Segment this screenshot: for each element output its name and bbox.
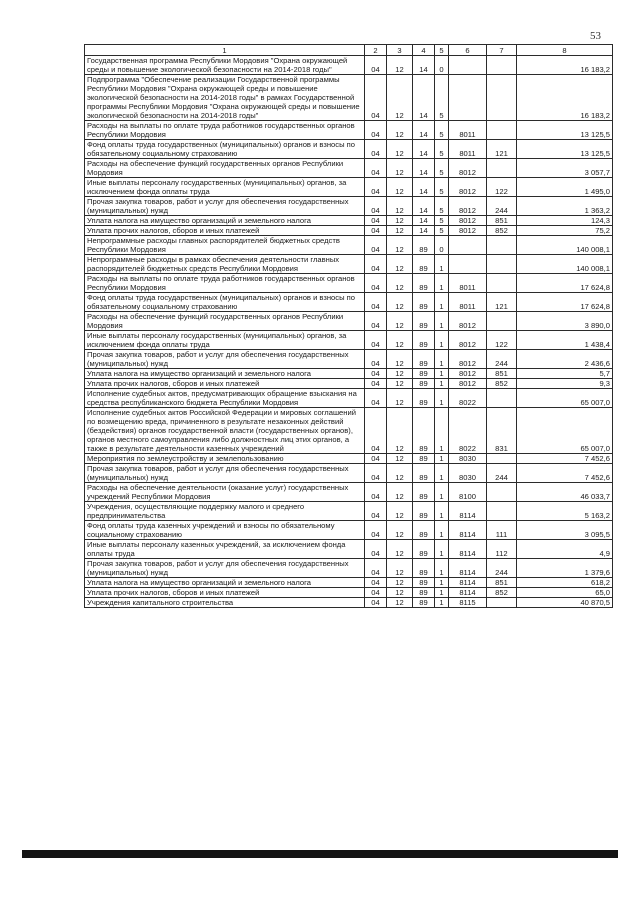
code-cell: 1 [435, 598, 449, 608]
amount-cell: 3 057,7 [517, 159, 613, 178]
code-cell: 04 [365, 274, 387, 293]
code-cell: 04 [365, 464, 387, 483]
code-cell: 8030 [449, 464, 487, 483]
table-row [85, 350, 613, 369]
code-cell: 14 [413, 75, 435, 121]
code-cell: 8012 [449, 197, 487, 216]
code-cell: 04 [365, 331, 387, 350]
table-row [85, 255, 613, 274]
table-row [85, 331, 613, 350]
code-cell: 0 [435, 236, 449, 255]
table-row [85, 578, 613, 588]
code-cell: 89 [413, 312, 435, 331]
code-cell: 12 [387, 350, 413, 369]
expense-name-cell: Мероприятия по землеустройству и землепользованию [85, 454, 365, 464]
code-cell: 1 [435, 379, 449, 389]
code-cell: 112 [487, 540, 517, 559]
code-cell: 852 [487, 379, 517, 389]
code-cell: 12 [387, 408, 413, 454]
amount-cell: 618,2 [517, 578, 613, 588]
code-cell: 1 [435, 293, 449, 312]
expense-name-cell: Прочая закупка товаров, работ и услуг для обеспечения государственных (муниципальных) нужд [85, 559, 365, 578]
code-cell: 12 [387, 588, 413, 598]
code-cell: 8030 [449, 454, 487, 464]
code-cell: 8114 [449, 559, 487, 578]
code-cell: 852 [487, 226, 517, 236]
code-cell: 122 [487, 331, 517, 350]
code-cell [487, 159, 517, 178]
expense-name-cell: Фонд оплаты труда государственных (муниципальных) органов и взносы по обязательному социальному страхованию [85, 293, 365, 312]
code-cell: 04 [365, 121, 387, 140]
code-cell: 04 [365, 56, 387, 75]
code-cell: 12 [387, 121, 413, 140]
expense-name-cell: Исполнение судебных актов Российской Федерации и мировых соглашений по возмещению вреда, причиненного в результате незаконных действий (бездействия) органов государственной власти (государственных органов), органов местного самоуправления либо должностных лиц этих органов, а также в результате деятельности казенных учреждений [85, 408, 365, 454]
expense-name-cell: Расходы на выплаты по оплате труда работников государственных органов Республики Мордовия [85, 274, 365, 293]
table-row [85, 464, 613, 483]
code-cell: 5 [435, 75, 449, 121]
amount-cell: 65 007,0 [517, 389, 613, 408]
code-cell: 244 [487, 559, 517, 578]
code-cell: 89 [413, 464, 435, 483]
code-cell: 04 [365, 178, 387, 197]
table-body [85, 56, 613, 608]
amount-cell: 7 452,6 [517, 464, 613, 483]
amount-cell: 16 183,2 [517, 56, 613, 75]
code-cell: 8011 [449, 274, 487, 293]
amount-cell: 9,3 [517, 379, 613, 389]
amount-cell: 140 008,1 [517, 255, 613, 274]
code-cell: 89 [413, 369, 435, 379]
expense-name-cell: Подпрограмма "Обеспечение реализации Государственной программы Республики Мордовия "Охрана окружающей среды и повышение экологической безопасности на 2014-2018 годы" в рамках Государственной программы Республики Мордовия "Охрана окружающей среды и повышение экологической безопасности на 2014-2018 годы" [85, 75, 365, 121]
code-cell: 14 [413, 56, 435, 75]
code-cell [487, 236, 517, 255]
code-cell: 89 [413, 389, 435, 408]
code-cell: 8011 [449, 121, 487, 140]
table-row [85, 121, 613, 140]
code-cell: 8114 [449, 502, 487, 521]
code-cell: 12 [387, 454, 413, 464]
expense-name-cell: Иные выплаты персоналу государственных (муниципальных) органов, за исключением фонда оплаты труда [85, 178, 365, 197]
table-row [85, 216, 613, 226]
code-cell: 14 [413, 140, 435, 159]
amount-cell: 65,0 [517, 588, 613, 598]
code-cell: 5 [435, 226, 449, 236]
code-cell: 12 [387, 312, 413, 331]
code-cell: 8012 [449, 159, 487, 178]
code-cell: 14 [413, 226, 435, 236]
code-cell: 12 [387, 274, 413, 293]
code-cell: 04 [365, 312, 387, 331]
code-cell: 04 [365, 588, 387, 598]
code-cell: 1 [435, 578, 449, 588]
expense-name-cell: Уплата прочих налогов, сборов и иных платежей [85, 588, 365, 598]
code-cell: 1 [435, 255, 449, 274]
code-cell: 5 [435, 140, 449, 159]
code-cell: 8011 [449, 293, 487, 312]
code-cell: 8012 [449, 312, 487, 331]
code-cell: 12 [387, 140, 413, 159]
code-cell [449, 236, 487, 255]
code-cell [487, 121, 517, 140]
code-cell: 04 [365, 75, 387, 121]
code-cell: 8114 [449, 540, 487, 559]
code-cell: 851 [487, 216, 517, 226]
code-cell: 04 [365, 389, 387, 408]
column-header: 3 [387, 45, 413, 56]
table-row [85, 178, 613, 197]
code-cell: 12 [387, 379, 413, 389]
table-row [85, 369, 613, 379]
code-cell: 1 [435, 274, 449, 293]
code-cell: 12 [387, 56, 413, 75]
code-cell: 04 [365, 197, 387, 216]
code-cell [487, 274, 517, 293]
code-cell: 5 [435, 159, 449, 178]
code-cell: 14 [413, 197, 435, 216]
code-cell: 12 [387, 293, 413, 312]
code-cell: 04 [365, 236, 387, 255]
table-row [85, 226, 613, 236]
code-cell: 851 [487, 369, 517, 379]
code-cell: 1 [435, 389, 449, 408]
code-cell: 12 [387, 540, 413, 559]
amount-cell: 1 363,2 [517, 197, 613, 216]
code-cell: 8012 [449, 369, 487, 379]
code-cell: 04 [365, 293, 387, 312]
expense-name-cell: Уплата прочих налогов, сборов и иных платежей [85, 379, 365, 389]
column-header: 1 [85, 45, 365, 56]
amount-cell: 13 125,5 [517, 121, 613, 140]
code-cell: 8012 [449, 216, 487, 226]
code-cell: 8100 [449, 483, 487, 502]
table-row [85, 293, 613, 312]
table-row [85, 502, 613, 521]
expense-name-cell: Уплата налога на имущество организаций и земельного налога [85, 578, 365, 588]
expense-name-cell: Учреждения капитального строительства [85, 598, 365, 608]
amount-cell: 4,9 [517, 540, 613, 559]
table-row [85, 197, 613, 216]
code-cell: 89 [413, 274, 435, 293]
amount-cell: 1 495,0 [517, 178, 613, 197]
code-cell: 04 [365, 226, 387, 236]
table-row [85, 56, 613, 75]
page-number: 53 [590, 30, 601, 42]
expense-name-cell: Уплата налога на имущество организаций и земельного налога [85, 369, 365, 379]
code-cell: 1 [435, 331, 449, 350]
code-cell: 89 [413, 379, 435, 389]
code-cell: 04 [365, 483, 387, 502]
code-cell: 14 [413, 178, 435, 197]
expense-name-cell: Учреждения, осуществляющие поддержку малого и среднего предпринимательства [85, 502, 365, 521]
amount-cell: 40 870,5 [517, 598, 613, 608]
code-cell [487, 56, 517, 75]
code-cell: 12 [387, 216, 413, 226]
code-cell: 8012 [449, 379, 487, 389]
table-row [85, 540, 613, 559]
code-cell: 89 [413, 483, 435, 502]
code-cell: 12 [387, 483, 413, 502]
code-cell: 89 [413, 236, 435, 255]
code-cell: 04 [365, 454, 387, 464]
code-cell [449, 255, 487, 274]
code-cell: 14 [413, 121, 435, 140]
code-cell: 12 [387, 236, 413, 255]
amount-cell: 65 007,0 [517, 408, 613, 454]
expense-name-cell: Уплата прочих налогов, сборов и иных платежей [85, 226, 365, 236]
expense-name-cell: Уплата налога на имущество организаций и земельного налога [85, 216, 365, 226]
expense-name-cell: Прочая закупка товаров, работ и услуг для обеспечения государственных (муниципальных) нужд [85, 197, 365, 216]
code-cell: 12 [387, 369, 413, 379]
code-cell: 8114 [449, 588, 487, 598]
code-cell [487, 598, 517, 608]
code-cell: 12 [387, 578, 413, 588]
amount-cell: 17 624,8 [517, 293, 613, 312]
table-row [85, 312, 613, 331]
amount-cell: 17 624,8 [517, 274, 613, 293]
expense-name-cell: Иные выплаты персоналу государственных (муниципальных) органов, за исключением фонда оплаты труда [85, 331, 365, 350]
code-cell: 89 [413, 588, 435, 598]
amount-cell: 1 379,6 [517, 559, 613, 578]
code-cell [487, 483, 517, 502]
code-cell: 12 [387, 331, 413, 350]
code-cell: 8012 [449, 331, 487, 350]
table-row [85, 236, 613, 255]
code-cell: 12 [387, 75, 413, 121]
expense-name-cell: Расходы на обеспечение функций государственных органов Республики Мордовия [85, 312, 365, 331]
code-cell: 1 [435, 502, 449, 521]
code-cell: 111 [487, 521, 517, 540]
column-header: 8 [517, 45, 613, 56]
code-cell: 244 [487, 197, 517, 216]
amount-cell: 3 890,0 [517, 312, 613, 331]
expense-name-cell: Исполнение судебных актов, предусматривающих обращение взыскания на средства республиканского бюджета Республики Мордовия [85, 389, 365, 408]
code-cell: 04 [365, 408, 387, 454]
expense-name-cell: Расходы на обеспечение функций государственных органов Республики Мордовия [85, 159, 365, 178]
expense-name-cell: Непрограммные расходы главных распорядителей бюджетных средств Республики Мордовия [85, 236, 365, 255]
code-cell: 8022 [449, 389, 487, 408]
table-row [85, 483, 613, 502]
code-cell: 122 [487, 178, 517, 197]
expense-name-cell: Прочая закупка товаров, работ и услуг для обеспечения государственных (муниципальных) нужд [85, 350, 365, 369]
code-cell: 1 [435, 464, 449, 483]
code-cell: 5 [435, 178, 449, 197]
code-cell: 5 [435, 197, 449, 216]
code-cell: 851 [487, 578, 517, 588]
code-cell: 89 [413, 454, 435, 464]
code-cell: 89 [413, 502, 435, 521]
expense-name-cell: Расходы на обеспечение деятельности (оказание услуг) государственных учреждений Республики Мордовия [85, 483, 365, 502]
code-cell: 5 [435, 216, 449, 226]
expense-name-cell: Расходы на выплаты по оплате труда работников государственных органов Республики Мордовия [85, 121, 365, 140]
code-cell [487, 75, 517, 121]
code-cell: 04 [365, 559, 387, 578]
code-cell: 1 [435, 350, 449, 369]
code-cell: 852 [487, 588, 517, 598]
code-cell: 5 [435, 121, 449, 140]
code-cell: 1 [435, 559, 449, 578]
code-cell: 1 [435, 454, 449, 464]
code-cell: 89 [413, 540, 435, 559]
code-cell: 1 [435, 483, 449, 502]
code-cell: 12 [387, 197, 413, 216]
budget-table [84, 44, 613, 608]
amount-cell: 46 033,7 [517, 483, 613, 502]
code-cell: 244 [487, 464, 517, 483]
code-cell: 04 [365, 578, 387, 588]
code-cell: 14 [413, 159, 435, 178]
amount-cell: 75,2 [517, 226, 613, 236]
expense-name-cell: Фонд оплаты труда государственных (муниципальных) органов и взносы по обязательному социальному страхованию [85, 140, 365, 159]
table-row [85, 521, 613, 540]
code-cell: 04 [365, 369, 387, 379]
table-row [85, 598, 613, 608]
code-cell [487, 502, 517, 521]
code-cell: 04 [365, 540, 387, 559]
code-cell: 89 [413, 598, 435, 608]
code-cell: 04 [365, 255, 387, 274]
table-row [85, 408, 613, 454]
amount-cell: 7 452,6 [517, 454, 613, 464]
code-cell: 12 [387, 559, 413, 578]
expense-name-cell: Иные выплаты персоналу казенных учреждений, за исключением фонда оплаты труда [85, 540, 365, 559]
code-cell: 12 [387, 502, 413, 521]
code-cell [487, 454, 517, 464]
code-cell: 04 [365, 216, 387, 226]
code-cell [487, 389, 517, 408]
code-cell: 8012 [449, 178, 487, 197]
amount-cell: 124,3 [517, 216, 613, 226]
column-header: 4 [413, 45, 435, 56]
code-cell: 89 [413, 408, 435, 454]
code-cell: 89 [413, 331, 435, 350]
table-row [85, 274, 613, 293]
code-cell: 12 [387, 464, 413, 483]
code-cell: 12 [387, 159, 413, 178]
amount-cell: 2 436,6 [517, 350, 613, 369]
code-cell: 8114 [449, 521, 487, 540]
code-cell: 1 [435, 521, 449, 540]
code-cell [487, 255, 517, 274]
amount-cell: 16 183,2 [517, 75, 613, 121]
code-cell: 89 [413, 293, 435, 312]
code-cell: 8012 [449, 226, 487, 236]
table-header-row [85, 45, 613, 56]
code-cell [449, 56, 487, 75]
code-cell: 8115 [449, 598, 487, 608]
code-cell: 04 [365, 598, 387, 608]
code-cell: 12 [387, 178, 413, 197]
table-row [85, 75, 613, 121]
code-cell: 04 [365, 379, 387, 389]
amount-cell: 1 438,4 [517, 331, 613, 350]
expense-name-cell: Непрограммные расходы в рамках обеспечения деятельности главных распорядителей бюджетных средств Республики Мордовия [85, 255, 365, 274]
code-cell [487, 312, 517, 331]
code-cell: 1 [435, 588, 449, 598]
table-row [85, 379, 613, 389]
expense-name-cell: Фонд оплаты труда казенных учреждений и взносы по обязательному социальному страхованию [85, 521, 365, 540]
code-cell: 244 [487, 350, 517, 369]
code-cell: 12 [387, 521, 413, 540]
code-cell: 0 [435, 56, 449, 75]
table-row [85, 559, 613, 578]
code-cell: 121 [487, 293, 517, 312]
code-cell: 1 [435, 369, 449, 379]
code-cell: 12 [387, 389, 413, 408]
column-header: 2 [365, 45, 387, 56]
amount-cell: 13 125,5 [517, 140, 613, 159]
code-cell: 89 [413, 255, 435, 274]
code-cell: 04 [365, 521, 387, 540]
code-cell: 12 [387, 226, 413, 236]
code-cell: 8011 [449, 140, 487, 159]
column-header: 7 [487, 45, 517, 56]
code-cell: 8012 [449, 350, 487, 369]
code-cell: 89 [413, 521, 435, 540]
table-row [85, 454, 613, 464]
amount-cell: 3 095,5 [517, 521, 613, 540]
code-cell: 89 [413, 578, 435, 588]
code-cell: 12 [387, 255, 413, 274]
code-cell: 89 [413, 350, 435, 369]
table-row [85, 159, 613, 178]
scan-border-bar [22, 850, 618, 858]
code-cell: 1 [435, 540, 449, 559]
code-cell: 04 [365, 502, 387, 521]
code-cell: 8022 [449, 408, 487, 454]
code-cell [449, 75, 487, 121]
code-cell: 8114 [449, 578, 487, 588]
code-cell: 831 [487, 408, 517, 454]
code-cell: 121 [487, 140, 517, 159]
code-cell: 12 [387, 598, 413, 608]
amount-cell: 5,7 [517, 369, 613, 379]
amount-cell: 5 163,2 [517, 502, 613, 521]
code-cell: 14 [413, 216, 435, 226]
code-cell: 04 [365, 159, 387, 178]
code-cell: 1 [435, 408, 449, 454]
table-row [85, 588, 613, 598]
code-cell: 04 [365, 350, 387, 369]
column-header: 5 [435, 45, 449, 56]
expense-name-cell: Государственная программа Республики Мордовия "Охрана окружающей среды и повышение экологической безопасности на 2014-2018 годы" [85, 56, 365, 75]
code-cell: 89 [413, 559, 435, 578]
column-header: 6 [449, 45, 487, 56]
code-cell: 1 [435, 312, 449, 331]
table-row [85, 389, 613, 408]
table-row [85, 140, 613, 159]
amount-cell: 140 008,1 [517, 236, 613, 255]
expense-name-cell: Прочая закупка товаров, работ и услуг для обеспечения государственных (муниципальных) нужд [85, 464, 365, 483]
code-cell: 04 [365, 140, 387, 159]
